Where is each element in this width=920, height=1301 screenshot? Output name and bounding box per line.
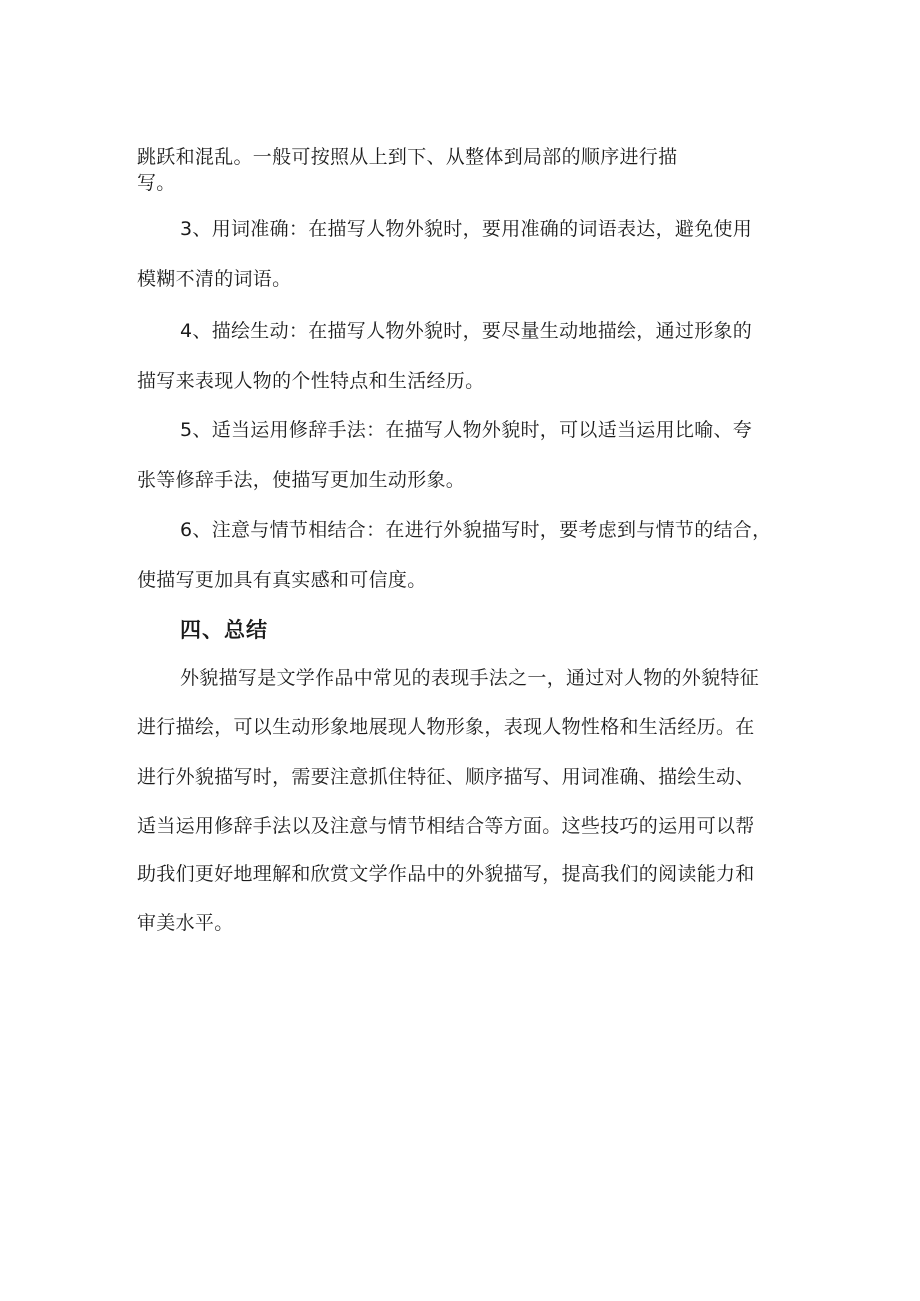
tip-5-line-1: 5、适当运用修辞手法：在描写人物外貌时，可以适当运用比喻、夸 (180, 419, 753, 441)
tip-3-line-2: 模糊不清的词语。 (137, 268, 292, 290)
tip-6-line-1: 6、注意与情节相结合：在进行外貌描写时，要考虑到与情节的结合， (180, 519, 772, 541)
summary-line-4: 适当运用修辞手法以及注意与情节相结合等方面。这些技巧的运用可以帮 (137, 815, 755, 837)
tip-5-line-2: 张等修辞手法，使描写更加生动形象。 (137, 469, 466, 491)
tip-4-line-2: 描写来表现人物的个性特点和生活经历。 (137, 370, 485, 392)
tip-4-line-1: 4、描绘生动：在描写人物外貌时，要尽量生动地描绘，通过形象的 (180, 320, 753, 342)
summary-line-2: 进行描绘，可以生动形象地展现人物形象，表现人物性格和生活经历。在 (137, 716, 755, 738)
summary-line-6: 审美水平。 (137, 912, 234, 934)
summary-line-5: 助我们更好地理解和欣赏文学作品中的外貌描写，提高我们的阅读能力和 (137, 863, 755, 885)
tip-3-line-1: 3、用词准确：在描写人物外貌时，要用准确的词语表达，避免使用 (180, 218, 753, 240)
summary-line-1: 外貌描写是文学作品中常见的表现手法之一，通过对人物的外貌特征 (180, 667, 760, 689)
continuation-line-1: 跳跃和混乱。一般可按照从上到下、从整体到局部的顺序进行描 (137, 146, 678, 168)
continuation-line-2: 写。 (137, 172, 176, 194)
summary-line-3: 进行外貌描写时，需要注意抓住特征、顺序描写、用词准确、描绘生动、 (137, 766, 755, 788)
tip-6-line-2: 使描写更加具有真实感和可信度。 (137, 569, 427, 591)
section-heading: 四、总结 (180, 618, 268, 642)
